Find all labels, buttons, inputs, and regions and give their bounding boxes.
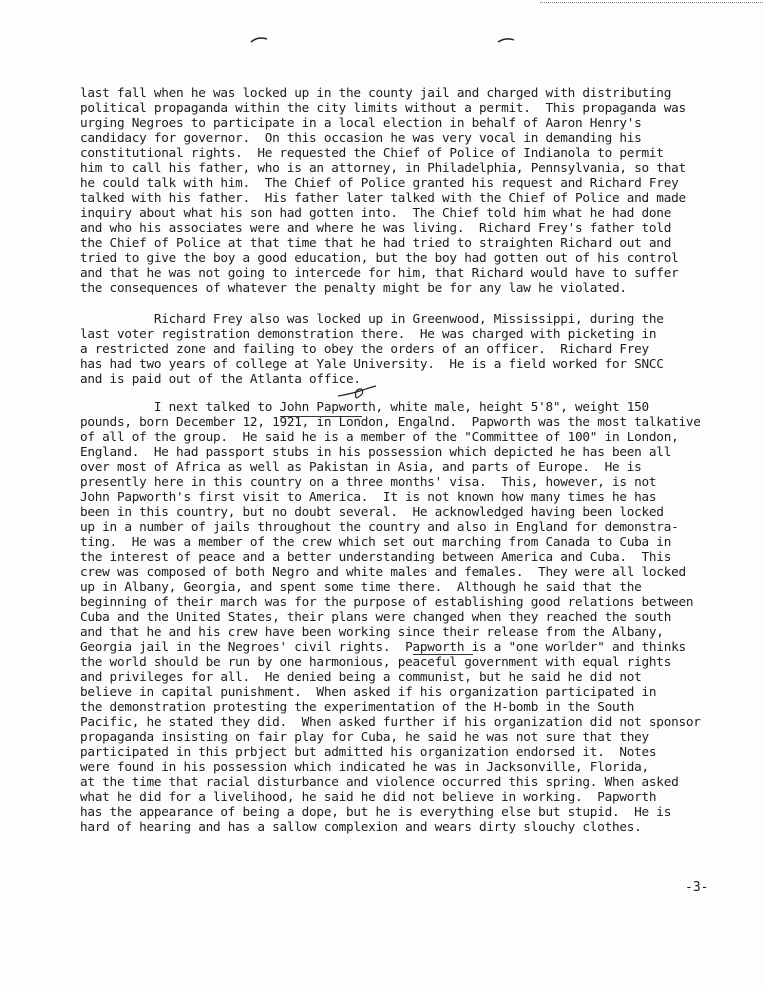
text-line: participated in this prbject but admitted his organization endorsed it. Notes [80,744,657,759]
text-line: the demonstration protesting the experimentation of the H-bomb in the South [80,699,635,714]
text-line: over most of Africa as well as Pakistan in Asia, and parts of Europe. He is [80,459,642,474]
text-line: believe in capital punishment. When asked if his organization participated in [80,684,657,699]
text-line: he could talk with him. The Chief of Police granted his request and Richard Frey [80,175,679,190]
punch-mark-right [497,36,513,42]
text-line: political propaganda within the city limits without a permit. This propaganda was [80,100,686,115]
text-line: and that he was not going to intercede for him, that Richard would have to suffer [80,265,679,280]
text-line: has the appearance of being a dope, but he is everything else but stupid. He is [80,804,672,819]
text-line: Cuba and the United States, their plans were changed when they reached the south [80,609,672,624]
text-line: last fall when he was locked up in the county jail and charged with distributing [80,85,672,100]
text-line: and that he and his crew have been working since their release from the Albany, [80,624,664,639]
text-line: England. He had passport stubs in his possession which depicted he has been all [80,444,672,459]
text-line: hard of hearing and has a sallow complexion and wears dirty slouchy clothes. [80,819,642,834]
text-line: a restricted zone and failing to obey the orders of an officer. Richard Frey [80,341,649,356]
text-line: and privileges for all. He denied being a communist, but he said he did not [80,669,642,684]
text-line: John Papworth's first visit to America. It is not known how many times he has [80,489,657,504]
paragraph-1 [80,85,720,295]
text-line: candidacy for governor. On this occasion he was very vocal in demanding his [80,130,642,145]
page-number: -3- [685,880,709,895]
text-line: ting. He was a member of the crew which set out marching from Canada to Cuba in [80,534,672,549]
text-line: what he did for a livelihood, he said he did not believe in working. Papworth [80,789,657,804]
text-line: and is paid out of the Atlanta office. [80,371,361,386]
punch-mark-left [250,36,266,42]
text-line: presently here in this country on a three months' visa. This, however, is not [80,474,657,489]
text-line: Richard Frey also was locked up in Greenwood, Mississippi, during the [80,311,664,326]
text-line: Georgia jail in the Negroes' civil rights. Papworth is a "one worlder" and thinks [80,639,686,654]
text-line: crew was composed of both Negro and white males and females. They were all locked [80,564,686,579]
text-line: up in a number of jails throughout the country and also in England for demonstra- [80,519,679,534]
text-line: talked with his father. His father later talked with the Chief of Police and made [80,190,686,205]
text-line: urging Negroes to participate in a local election in behalf of Aaron Henry's [80,115,642,130]
top-edge-dots [540,2,763,3]
text-line: been in this country, but no doubt several. He acknowledged having been locked [80,504,664,519]
text-line: the Chief of Police at that time that he had tried to straighten Richard out and [80,235,672,250]
text-line: inquiry about what his son had gotten into. The Chief told him what he had done [80,205,672,220]
text-line: were found in his possession which indicated he was in Jacksonville, Florida, [80,759,649,774]
text-line: up in Albany, Georgia, and spent some time there. Although he said that the [80,579,642,594]
text-line: propaganda insisting on fair play for Cuba, he said he was not sure that they [80,729,649,744]
text-line: tried to give the boy a good education, but the boy had gotten out of his control [80,250,679,265]
text-line: pounds, born December 12, 1921, in London, Engalnd. Papworth was the most talkative [80,414,701,429]
underline-name-1 [280,416,362,417]
text-line: constitutional rights. He requested the Chief of Police of Indianola to permit [80,145,664,160]
text-line: at the time that racial disturbance and violence occurred this spring. When asked [80,774,679,789]
text-line: has had two years of college at Yale University. He is a field worked for SNCC [80,356,664,371]
text-line: beginning of their march was for the purpose of establishing good relations between [80,594,694,609]
text-line: the consequences of whatever the penalty might be for any law he violated. [80,280,627,295]
text-line: the world should be run by one harmonious, peaceful government with equal rights [80,654,672,669]
text-line: the interest of peace and a better understanding between America and Cuba. This [80,549,672,564]
paragraph-3 [80,399,720,834]
text-line: and who his associates were and where he was living. Richard Frey's father told [80,220,672,235]
text-line: last voter registration demonstration there. He was charged with picketing in [80,326,657,341]
underline-name-2 [413,654,473,655]
text-line: him to call his father, who is an attorney, in Philadelphia, Pennsylvania, so that [80,160,686,175]
handwritten-check-mark [336,384,388,405]
text-line: of all of the group. He said he is a member of the "Committee of 100" in London, [80,429,679,444]
text-line: Pacific, he stated they did. When asked further if his organization did not sponsor [80,714,701,729]
text-line: I next talked to John Papworth, white male, height 5'8", weight 150 [80,399,649,414]
paragraph-2 [80,311,720,386]
